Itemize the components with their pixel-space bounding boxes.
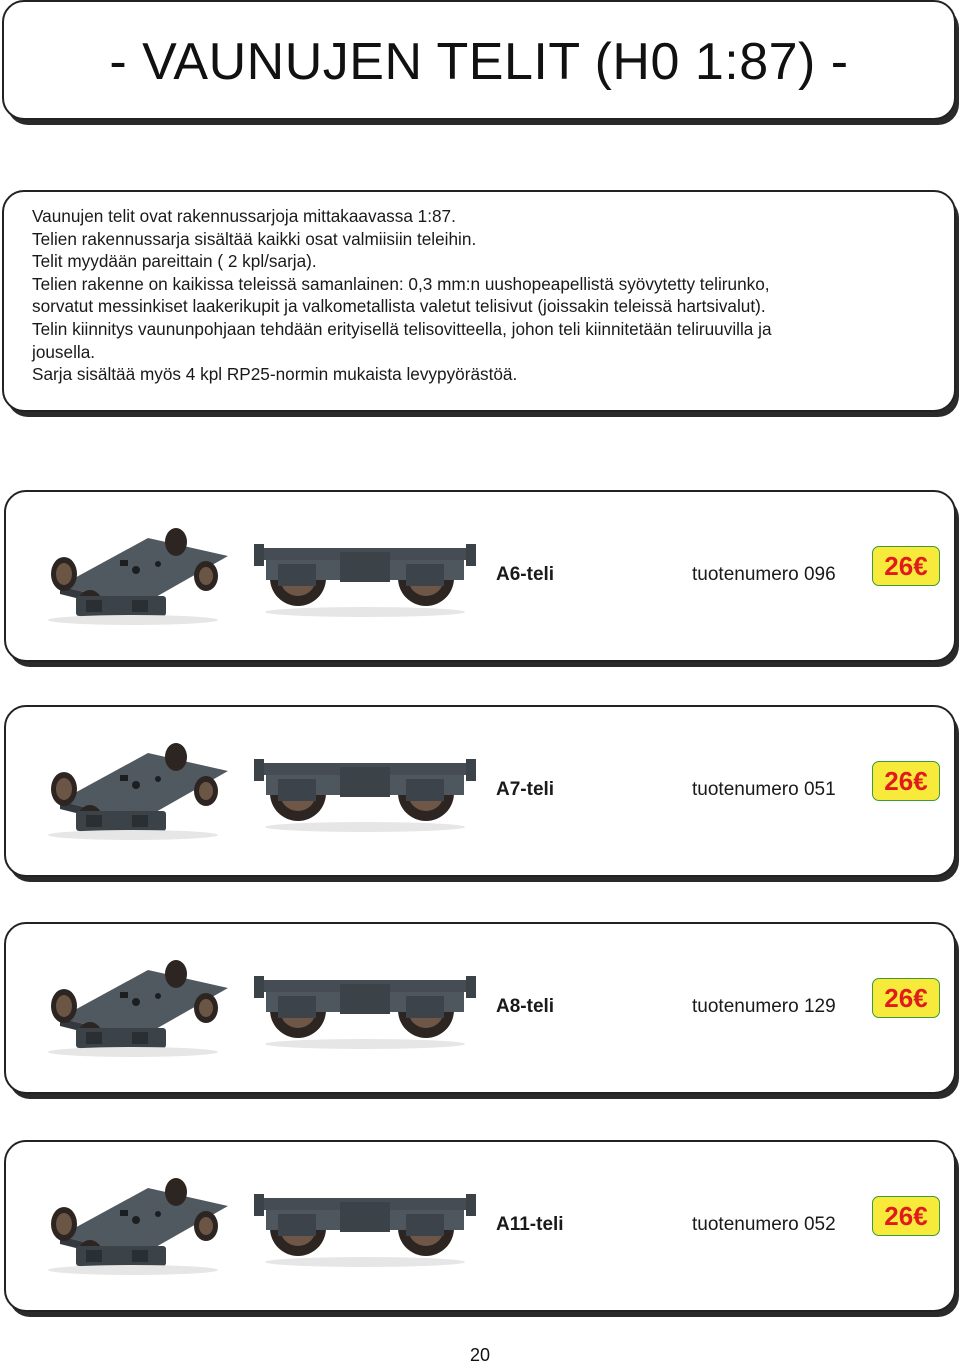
- bogie-photo-side: [250, 723, 480, 843]
- bogie-photo-iso: [28, 723, 238, 843]
- product-number: tuotenumero 129: [692, 996, 836, 1017]
- page-number: 20: [469, 1345, 491, 1365]
- bogie-photo-side: [250, 940, 480, 1060]
- product-name: A6-teli: [496, 564, 555, 585]
- description-box: [2, 190, 956, 412]
- product-name: A11-teli: [496, 1214, 564, 1235]
- product-number: tuotenumero 052: [692, 1214, 836, 1235]
- price-badge: 26€: [872, 978, 940, 1018]
- product-number: tuotenumero 051: [692, 779, 836, 800]
- product-name: A8-teli: [496, 996, 555, 1017]
- description-line: Telien rakenne on kaikissa teleissä samanlainen: 0,3 mm:n uushopeapellistä syövytetty telirunko,: [32, 273, 770, 294]
- price-badge: 26€: [872, 1196, 940, 1236]
- description-line: jousella.: [32, 341, 96, 362]
- page-title: - VAUNUJEN TELIT (H0 1:87) -: [109, 33, 849, 91]
- description-line: Sarja sisältää myös 4 kpl RP25-normin mukaista levypyörästöä.: [32, 364, 518, 385]
- price-badge: 26€: [872, 546, 940, 586]
- bogie-photo-side: [250, 508, 480, 628]
- description: [32, 205, 937, 386]
- description-line: Telien rakennussarja sisältää kaikki osat valmiisiin teleihin.: [32, 228, 477, 249]
- bogie-photo-iso: [28, 1158, 238, 1278]
- product-card-a11: [4, 1140, 956, 1312]
- description-line: Vaunujen telit ovat rakennussarjoja mittakaavassa 1:87.: [32, 206, 456, 226]
- product-number: tuotenumero 096: [692, 564, 836, 585]
- bogie-photo-iso: [28, 940, 238, 1060]
- price-badge: 26€: [872, 761, 940, 801]
- description-line: sorvatut messinkiset laakerikupit ja valkometallista valetut telisivut (joissakin teleissä hartsivalut).: [32, 296, 766, 317]
- bogie-photo-iso: [28, 508, 238, 628]
- title-box: [2, 0, 956, 120]
- description-line: Telin kiinnitys vaununpohjaan tehdään erityisellä telisovitteella, johon teli kiinnitetään teliruuvilla ja: [32, 318, 772, 339]
- product-card-a6: [4, 490, 956, 662]
- bogie-photo-side: [250, 1158, 480, 1278]
- product-card-a8: [4, 922, 956, 1094]
- product-name: A7-teli: [496, 779, 555, 800]
- description-line: Telit myydään pareittain ( 2 kpl/sarja).: [32, 251, 317, 272]
- product-card-a7: [4, 705, 956, 877]
